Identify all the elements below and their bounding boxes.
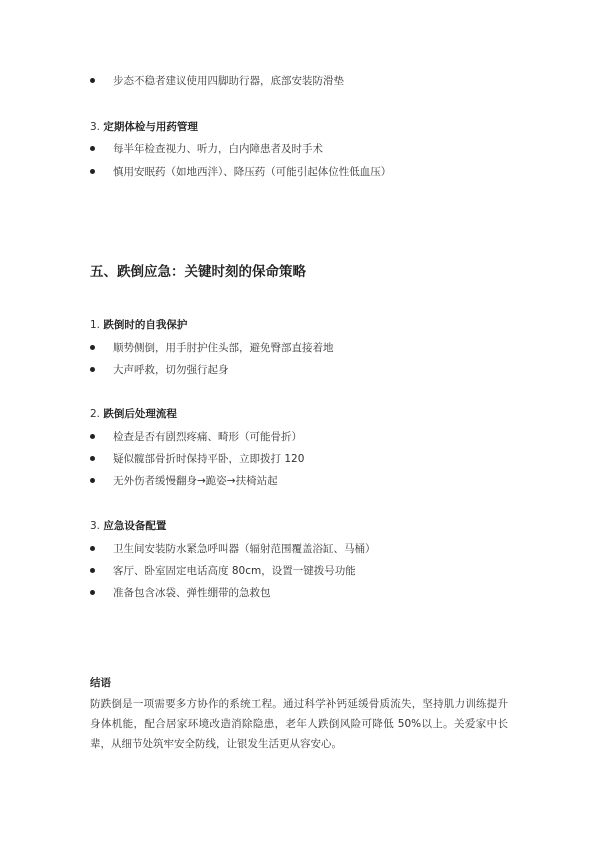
bullet-icon	[90, 546, 95, 551]
conclusion-paragraph: 防跌倒是一项需要多方协作的系统工程。通过科学补钙延缓骨质流失，坚持肌力训练提升身体机能，配合居家环境改造消除隐患，老年人跌倒风险可降低 50%以上。关爱家中长辈，从细节处筑牢安全防线，让银发生活更从容安心。	[90, 698, 508, 750]
bullet-icon	[90, 367, 95, 372]
subsection-title: 应急设备配置	[103, 520, 167, 532]
subsection-heading-self-protection	[90, 317, 187, 333]
list-item-text: 检查是否有剧烈疼痛、畸形（可能骨折）	[113, 431, 302, 443]
list-item-text: 准备包含冰袋、弹性绷带的急救包	[113, 587, 271, 599]
bullet-icon	[90, 169, 95, 174]
subsection-title: 定期体检与用药管理	[103, 121, 198, 133]
list-item-text: 客厅、卧室固定电话高度 80cm，设置一键拨号功能	[113, 565, 356, 577]
subsection-number: 3.	[90, 520, 101, 532]
section-title: 五、跌倒应急：关键时刻的保命策略	[90, 264, 306, 280]
subsection-title: 跌倒后处理流程	[103, 408, 177, 420]
bullet-icon	[90, 478, 95, 483]
list-item-text: 慎用安眠药（如地西泮）、降压药（可能引起体位性低血压）	[113, 166, 392, 178]
bullet-icon	[90, 345, 95, 350]
list-item-text: 大声呼救，切勿强行起身	[113, 364, 229, 376]
list-item-text: 卫生间安装防水紧急呼叫器（辐射范围覆盖浴缸、马桶）	[113, 543, 376, 555]
bullet-icon	[90, 146, 95, 151]
list-item-text: 顺势侧倒，用手肘护住头部，避免臀部直接着地	[113, 342, 334, 354]
subsection-title: 跌倒时的自我保护	[103, 319, 188, 331]
list-item-text: 每半年检查视力、听力，白内障患者及时手术	[113, 143, 323, 155]
subsection-heading-after-fall	[90, 406, 177, 422]
bullet-icon	[90, 590, 95, 595]
list-item-text: 疑似髋部骨折时保持平卧，立即拨打 120	[113, 453, 305, 465]
subsection-number: 1.	[90, 319, 101, 331]
bullet-icon	[90, 456, 95, 461]
subsection-heading-checkup	[90, 119, 198, 135]
bullet-icon	[90, 78, 95, 83]
subsection-number: 3.	[90, 121, 101, 133]
conclusion-heading: 结语	[90, 677, 111, 689]
subsection-number: 2.	[90, 408, 101, 420]
subsection-heading-equipment	[90, 518, 166, 534]
list-item-text: 无外伤者缓慢翻身→跪姿→扶椅站起	[113, 475, 278, 487]
bullet-icon	[90, 568, 95, 573]
bullet-icon	[90, 434, 95, 439]
list-item-text: 步态不稳者建议使用四脚助行器，底部安装防滑垫	[113, 75, 344, 87]
